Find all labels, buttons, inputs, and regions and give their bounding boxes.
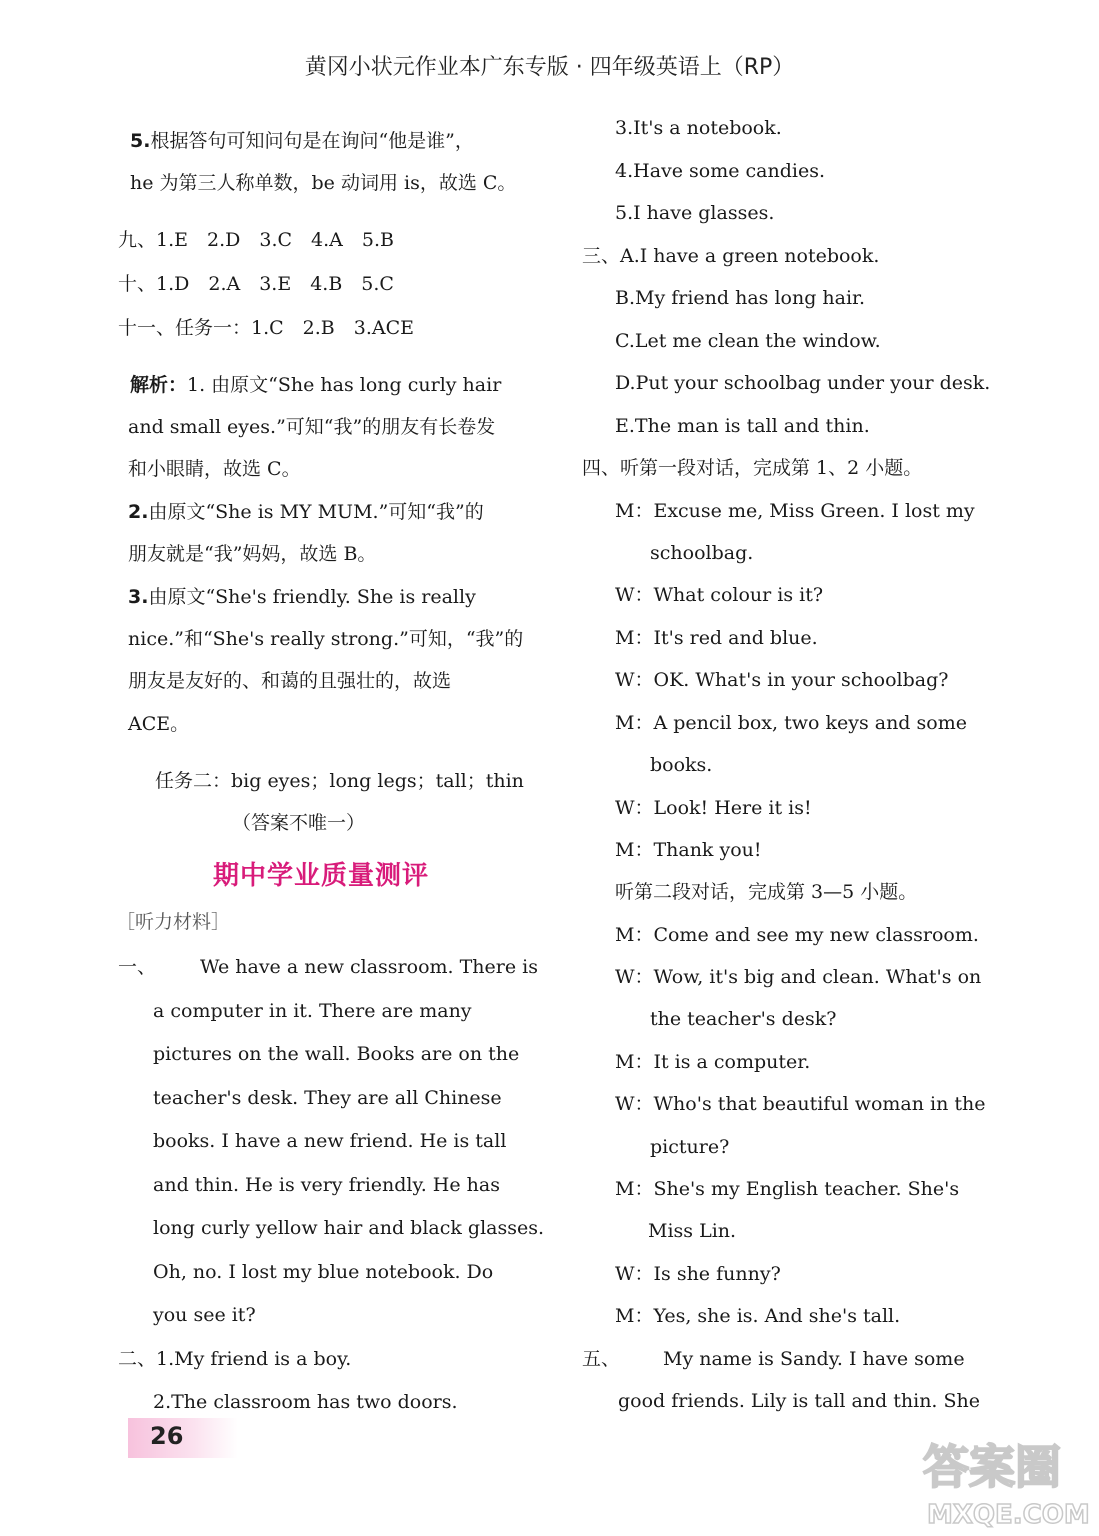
analysis-2-text: 由原文“She is MY MUM.”可知“我”的: [148, 501, 484, 523]
listening-label: ［听力材料］: [116, 911, 231, 933]
q5-line1: [130, 128, 530, 154]
q5-text: 根据答句可知问句是在询问“他是谁”，: [150, 130, 474, 152]
q5-number: 5.: [130, 130, 151, 152]
section-2-line2: 2.The classroom has two doors.: [153, 1391, 458, 1413]
dialogue-line: picture?: [650, 1136, 730, 1158]
dialogue-line: books.: [650, 754, 713, 776]
page-number: 26: [150, 1422, 184, 1450]
dialogue-line: M：Excuse me, Miss Green. I lost my: [615, 500, 975, 522]
section-3-b: B.My friend has long hair.: [615, 287, 866, 309]
watermark-text: 答案圈: [923, 1440, 1061, 1494]
section-9-answers: 九、1.E 2.D 3.C 4.A 5.B: [118, 229, 394, 251]
dialogue-line: W：OK. What's in your schoolbag?: [615, 669, 949, 691]
answer-5: 5.I have glasses.: [615, 202, 775, 224]
analysis-2-line1: [128, 499, 484, 525]
section-4-heading-2: 听第二段对话，完成第 3—5 小题。: [615, 881, 918, 903]
watermark-logo: [915, 1425, 1090, 1530]
passage-line: and thin. He is very friendly. He has: [153, 1174, 500, 1196]
answer-4: 4.Have some candies.: [615, 160, 826, 182]
dialogue-line: M：A pencil box, two keys and some: [615, 712, 967, 734]
dialogue-line: M：Thank you!: [615, 839, 762, 861]
section-3-e: E.The man is tall and thin.: [615, 415, 870, 437]
dialogue-line: W：Look! Here it is!: [615, 797, 812, 819]
analysis-1-line2: and small eyes.”可知“我”的朋友有长卷发: [128, 416, 496, 438]
analysis-3-line3: 朋友是友好的、和蔼的且强壮的，故选: [128, 670, 452, 692]
analysis-1-line3: 和小眼睛，故选 C。: [128, 458, 301, 480]
q5-line2: he 为第三人称单数，be 动词用 is，故选 C。: [130, 172, 517, 194]
dialogue-line: the teacher's desk?: [650, 1008, 837, 1030]
watermark-url: MXQE.COM: [927, 1500, 1090, 1530]
dialogue-line: Miss Lin.: [648, 1220, 737, 1242]
dialogue-line: M：It is a computer.: [615, 1051, 811, 1073]
section-11-answers: 十一、任务一：1.C 2.B 3.ACE: [118, 317, 415, 339]
analysis-1-text: 1. 由原文“She has long curly hair: [187, 374, 502, 396]
analysis-line1: [130, 372, 530, 398]
passage-line: you see it?: [153, 1304, 256, 1326]
dialogue-line: M：It's red and blue.: [615, 627, 818, 649]
section-5-number: 五、: [582, 1348, 621, 1370]
passage-line: Oh, no. I lost my blue notebook. Do: [153, 1261, 494, 1283]
analysis-3-line1: [128, 584, 476, 610]
section-2-line1: 二、1.My friend is a boy.: [118, 1348, 352, 1370]
dialogue-line: M：She's my English teacher. She's: [615, 1178, 960, 1200]
analysis-2-number: 2.: [128, 501, 149, 523]
analysis-2-line2: 朋友就是“我”妈妈，故选 B。: [128, 543, 377, 565]
dialogue-line: W：Wow, it's big and clean. What's on: [615, 966, 982, 988]
analysis-3-line2: nice.”和“She's really strong.”可知，“我”的: [128, 628, 524, 650]
section-5-line1: My name is Sandy. I have some: [663, 1348, 965, 1370]
section-3-c: C.Let me clean the window.: [615, 330, 881, 352]
dialogue-line: M：Come and see my new classroom.: [615, 924, 979, 946]
answer-3: 3.It's a notebook.: [615, 117, 782, 139]
dialogue-line: schoolbag.: [650, 542, 754, 564]
passage-line: teacher's desk. They are all Chinese: [153, 1087, 502, 1109]
dialogue-line: W：What colour is it?: [615, 584, 824, 606]
section-3-d: D.Put your schoolbag under your desk.: [615, 372, 991, 394]
dialogue-line: W：Who's that beautiful woman in the: [615, 1093, 986, 1115]
section-title: 期中学业质量测评: [213, 861, 430, 891]
passage-line: books. I have a new friend. He is tall: [153, 1130, 507, 1152]
analysis-label: 解析：: [130, 374, 188, 396]
dialogue-line: M：Yes, she is. And she's tall.: [615, 1305, 901, 1327]
section-4-heading: 四、听第一段对话，完成第 1、2 小题。: [582, 457, 923, 479]
dialogue-line: W：Is she funny?: [615, 1263, 781, 1285]
passage-line: We have a new classroom. There is: [200, 956, 538, 978]
passage-line: a computer in it. There are many: [153, 1000, 472, 1022]
task-2-note: （答案不唯一）: [232, 812, 366, 834]
section-3-a: 三、A.I have a green notebook.: [582, 245, 880, 267]
analysis-3-line4: ACE。: [128, 713, 190, 735]
analysis-3-text: 由原文“She's friendly. She is really: [148, 586, 476, 608]
analysis-3-number: 3.: [128, 586, 149, 608]
section-10-answers: 十、1.D 2.A 3.E 4.B 5.C: [118, 273, 394, 295]
section-5-line2: good friends. Lily is tall and thin. She: [618, 1390, 981, 1412]
page-header: 黄冈小状元作业本广东专版 · 四年级英语上（RP）: [304, 55, 795, 80]
task-2-answer: 任务二：big eyes；long legs；tall；thin: [155, 770, 524, 792]
section-1-number: 一、: [118, 956, 157, 978]
passage-line: pictures on the wall. Books are on the: [153, 1043, 520, 1065]
passage-line: long curly yellow hair and black glasses.: [153, 1217, 545, 1239]
